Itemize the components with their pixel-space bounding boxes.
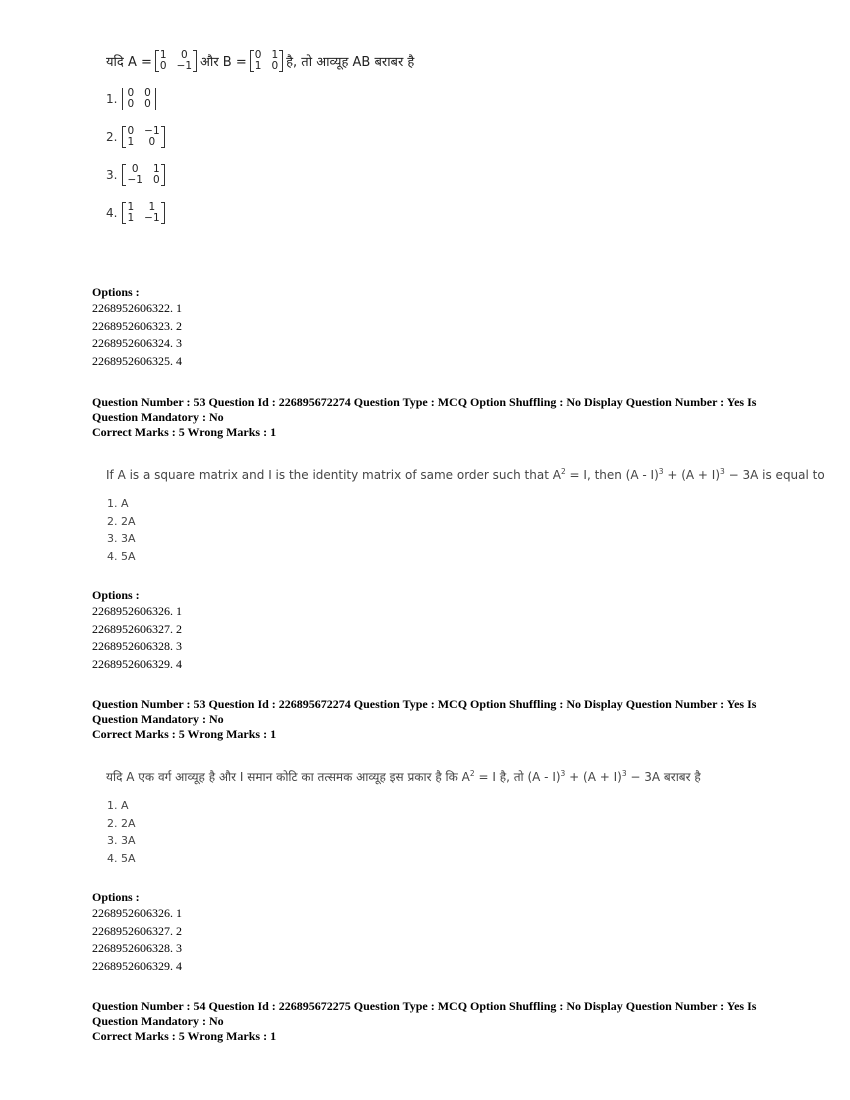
- choice-number: 3.: [106, 168, 118, 182]
- q52-block: [106, 50, 414, 226]
- matrix-cell: −1: [144, 125, 160, 137]
- superscript: 2: [469, 769, 475, 778]
- matrix-cell: 0: [159, 60, 167, 72]
- choice-number: 2.: [106, 130, 118, 144]
- question-meta-line: Question Mandatory : No: [92, 410, 224, 424]
- choice: 4. 5A: [107, 549, 136, 563]
- choice-matrix: [122, 164, 164, 186]
- choice-matrix: [122, 202, 164, 224]
- matrix-cell: 1: [127, 201, 135, 213]
- option-id-list: [92, 905, 182, 975]
- matrix-cell: 0: [144, 98, 151, 110]
- stem-part: If A is a square matrix and I is the identity matrix of same order such that A: [106, 468, 561, 482]
- choice: 4. 5A: [107, 851, 136, 865]
- q52-options: [92, 285, 182, 370]
- q53-hi-choices: [107, 797, 136, 867]
- marks-line: Correct Marks : 5 Wrong Marks : 1: [92, 1029, 277, 1043]
- superscript: 3: [658, 467, 664, 476]
- matrix-cell: 0: [148, 136, 156, 148]
- q52-choice-4: [106, 200, 414, 226]
- q53-hi-options: [92, 890, 182, 975]
- choice: 3. 3A: [107, 834, 136, 848]
- option-id: 2268952606327. 2: [92, 621, 182, 636]
- matrix-cell: 1: [271, 49, 279, 61]
- q53-en-options: [92, 588, 182, 673]
- superscript: 2: [560, 467, 566, 476]
- options-label: Options :: [92, 890, 140, 904]
- matrix-cell: 1: [148, 201, 156, 213]
- options-label: Options :: [92, 285, 140, 299]
- option-id: 2268952606323. 2: [92, 318, 182, 333]
- option-id: 2268952606329. 4: [92, 958, 182, 973]
- q52-choice-1: [106, 86, 414, 112]
- q52-stem-and: और B =: [200, 55, 247, 70]
- option-id: 2268952606325. 4: [92, 353, 182, 368]
- marks-line: Correct Marks : 5 Wrong Marks : 1: [92, 425, 277, 439]
- option-id: 2268952606327. 2: [92, 923, 182, 938]
- question-meta-line: Question Number : 53 Question Id : 226895672274 Question Type : MCQ Option Shuffling : No Display Question Number : Yes Is: [92, 395, 757, 409]
- q52-stem-prefix: यदि A =: [106, 55, 152, 70]
- matrix-cell: 0: [127, 125, 135, 137]
- marks-line: Correct Marks : 5 Wrong Marks : 1: [92, 727, 277, 741]
- q53-en-meta: [92, 395, 757, 440]
- question-meta-line: Question Mandatory : No: [92, 1014, 224, 1028]
- option-id-list: [92, 300, 182, 370]
- superscript: 3: [621, 769, 627, 778]
- stem-part: − 3A is equal to: [724, 468, 825, 482]
- q52-choice-3: [106, 162, 414, 188]
- matrix-b: [250, 50, 283, 72]
- matrix-cell: 0: [127, 87, 135, 99]
- matrix-cell: 0: [271, 60, 279, 72]
- matrix-cell: −1: [176, 60, 193, 72]
- question-meta-line: Question Number : 54 Question Id : 226895672275 Question Type : MCQ Option Shuffling : No Display Question Number : Yes Is: [92, 999, 757, 1013]
- matrix-cell: 1: [152, 163, 160, 175]
- choice: 1. A: [107, 799, 129, 812]
- q52-stem: [106, 50, 414, 72]
- matrix-cell: 0: [131, 163, 139, 175]
- stem-part: यदि A एक वर्ग आव्यूह है और I समान कोटि का तत्समक आव्यूह इस प्रकार है कि A: [106, 770, 470, 784]
- q53-en-choices: [107, 495, 136, 565]
- stem-part: − 3A बराबर है: [626, 770, 701, 784]
- option-id: 2268952606324. 3: [92, 336, 182, 351]
- option-id: 2268952606326. 1: [92, 906, 182, 920]
- matrix-a: [155, 50, 197, 72]
- choice-matrix: [122, 88, 155, 110]
- matrix-cell: 1: [127, 212, 135, 224]
- matrix-cell: 1: [159, 49, 167, 61]
- option-id: 2268952606326. 1: [92, 604, 182, 618]
- superscript: 3: [560, 769, 566, 778]
- matrix-cell: 0: [180, 49, 188, 61]
- superscript: 3: [720, 467, 725, 476]
- matrix-cell: −1: [144, 212, 160, 224]
- stem-part: = I है, तो (A - I): [474, 770, 561, 784]
- matrix-cell: −1: [127, 174, 143, 186]
- choice-number: 1.: [106, 92, 118, 106]
- choice-number: 4.: [106, 206, 118, 220]
- option-id: 2268952606328. 3: [92, 639, 182, 654]
- q54-meta: [92, 999, 757, 1044]
- option-id-list: [92, 603, 182, 673]
- matrix-cell: 0: [152, 174, 160, 186]
- choice-matrix: [122, 126, 164, 148]
- q52-choice-2: [106, 124, 414, 150]
- matrix-cell: 0: [127, 98, 135, 110]
- q53-hi-meta: [92, 697, 757, 742]
- q53-en-stem: [106, 467, 825, 482]
- choice: 3. 3A: [107, 532, 136, 546]
- choice: 1. A: [107, 497, 129, 510]
- option-id: 2268952606322. 1: [92, 301, 182, 315]
- question-meta-line: Question Mandatory : No: [92, 712, 224, 726]
- matrix-cell: 0: [254, 49, 262, 61]
- stem-part: + (A + I): [565, 770, 622, 784]
- option-id: 2268952606329. 4: [92, 656, 182, 671]
- stem-part: + (A + I): [663, 468, 721, 482]
- matrix-cell: 1: [127, 136, 135, 148]
- question-meta-line: Question Number : 53 Question Id : 226895672274 Question Type : MCQ Option Shuffling : No Display Question Number : Yes Is: [92, 697, 757, 711]
- q52-stem-suffix: है, तो आव्यूह AB बराबर है: [286, 55, 415, 70]
- q53-hi-stem: [106, 768, 701, 785]
- choice: 2. 2A: [107, 816, 136, 830]
- stem-part: = I, then (A - I): [565, 468, 659, 482]
- options-label: Options :: [92, 588, 140, 602]
- matrix-cell: 1: [254, 60, 262, 72]
- choice: 2. 2A: [107, 514, 136, 528]
- option-id: 2268952606328. 3: [92, 941, 182, 956]
- matrix-cell: 0: [144, 87, 151, 99]
